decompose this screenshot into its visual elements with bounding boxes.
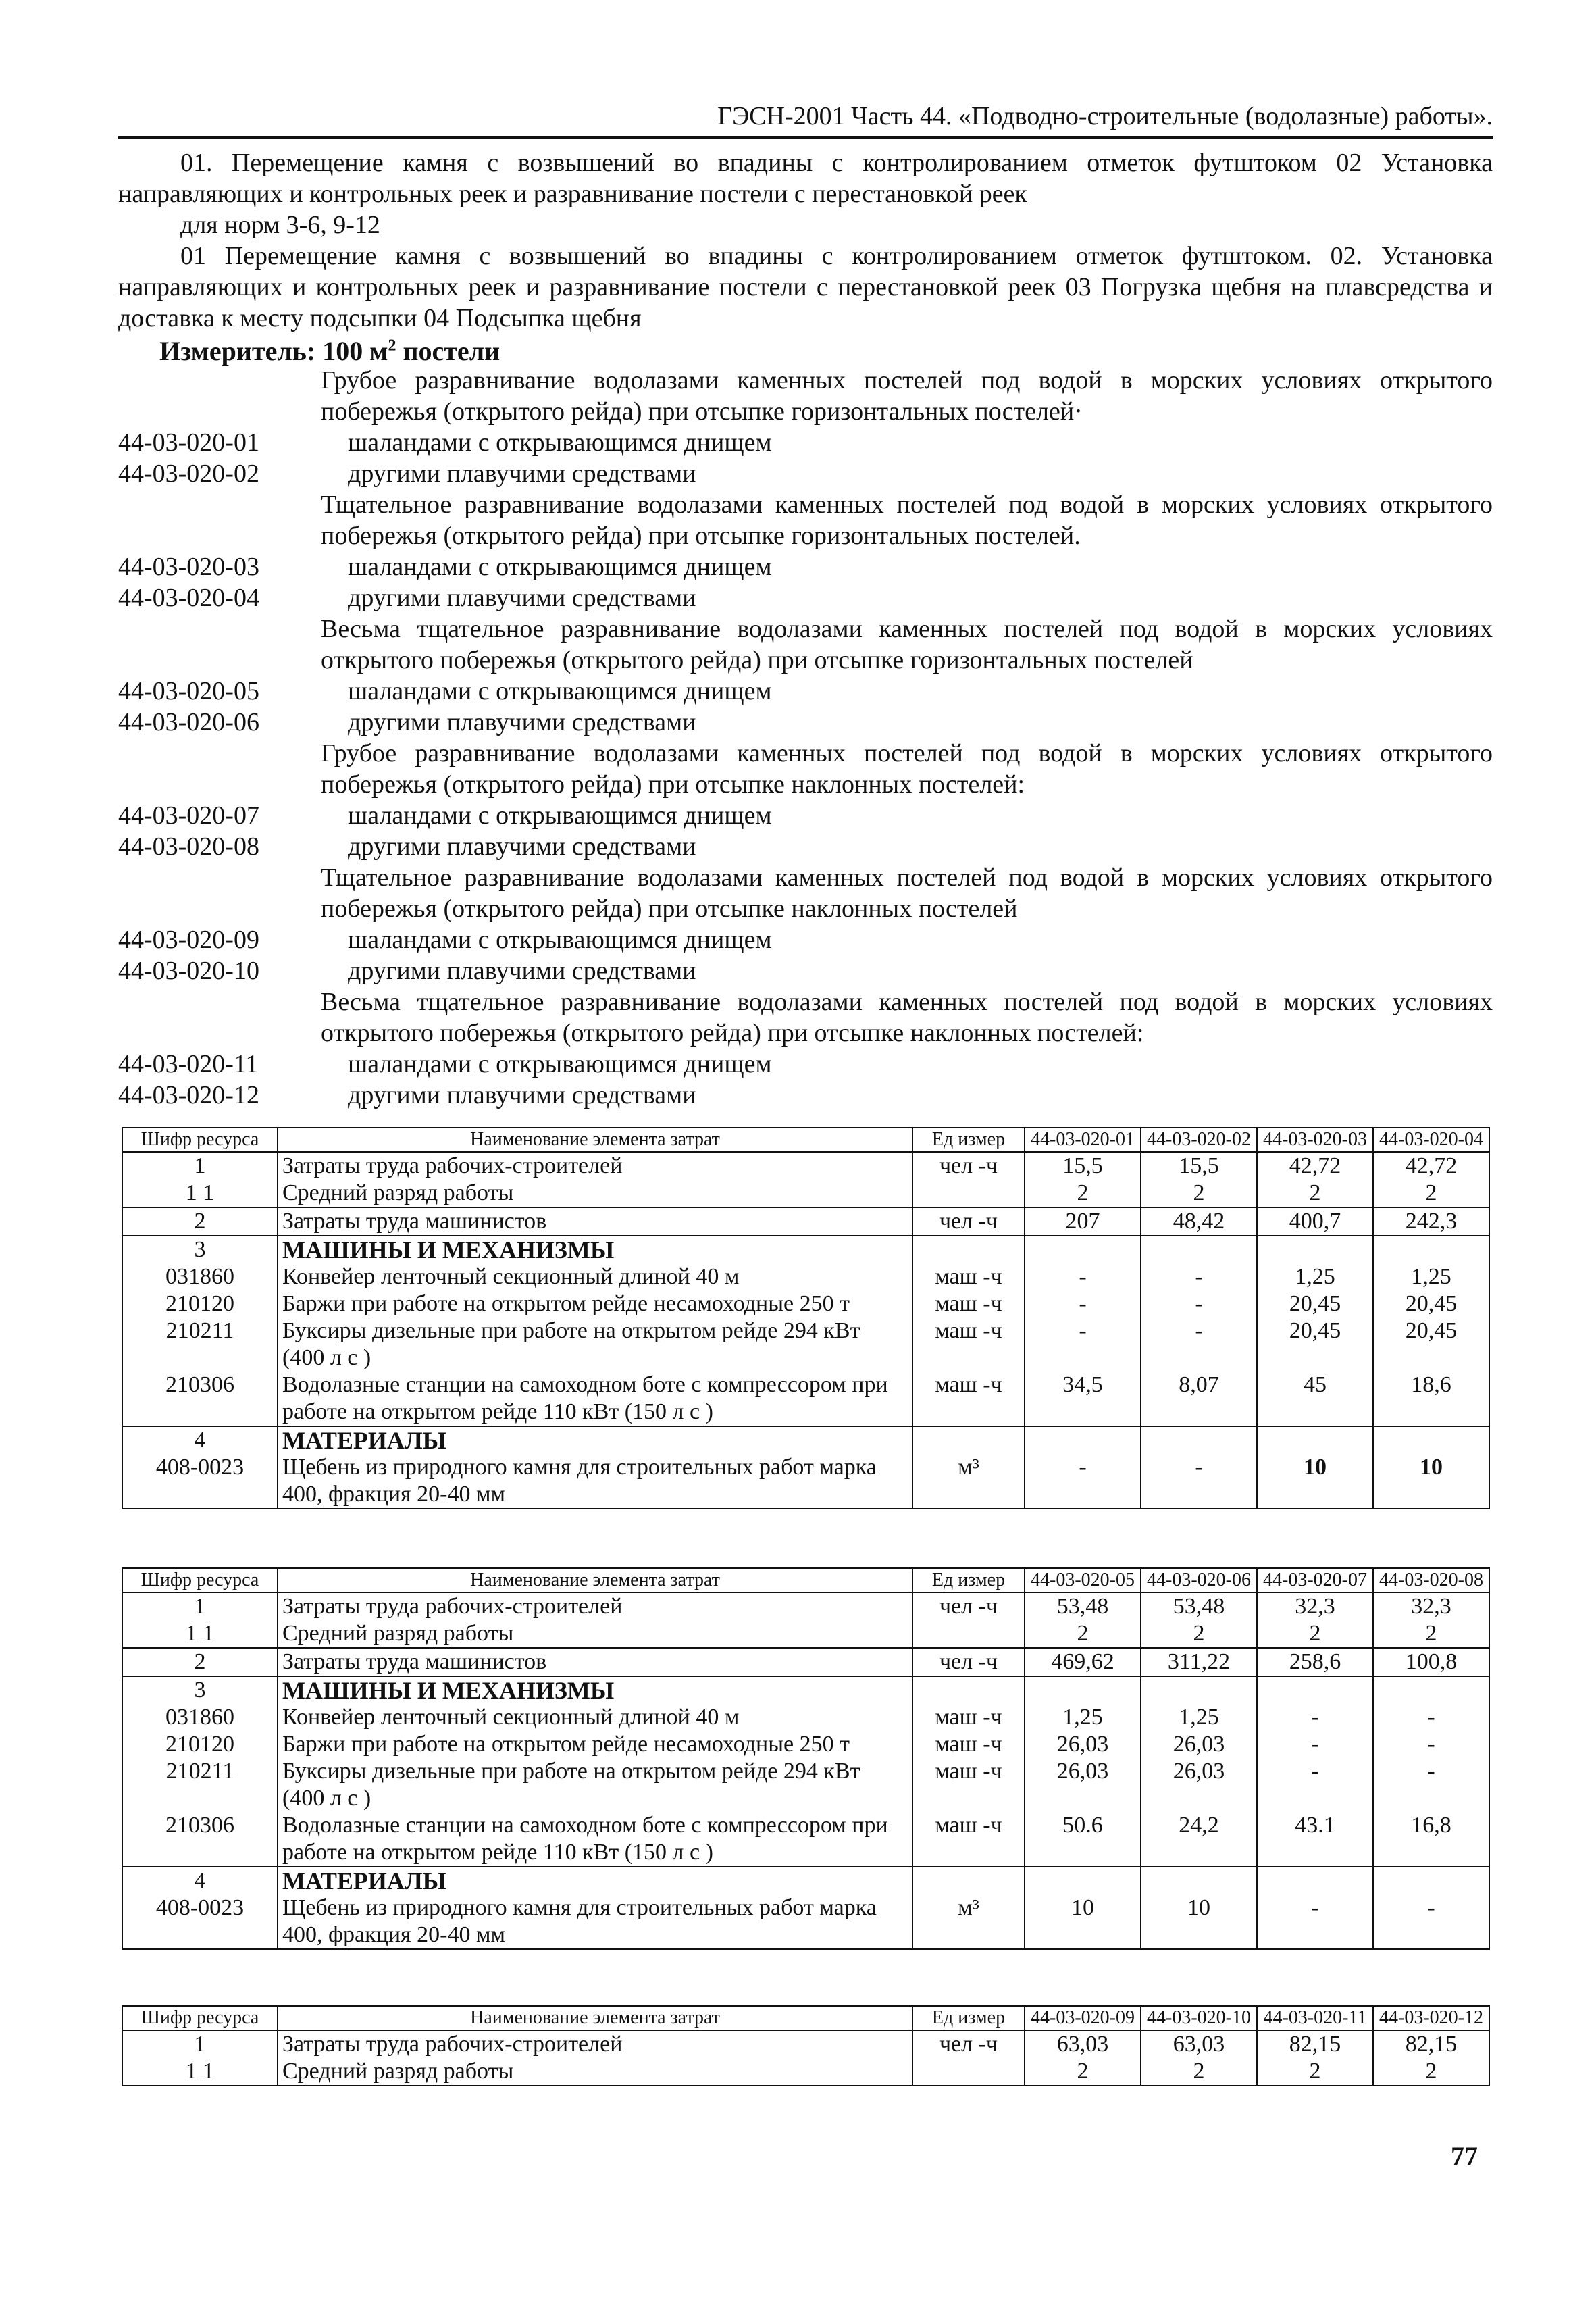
norm-group	[118, 365, 1493, 489]
resource-unit: маш -ч	[912, 1372, 1025, 1426]
header-norm-col: 44-03-020-08	[1373, 1568, 1489, 1592]
resource-value: 50.6	[1025, 1812, 1141, 1867]
resource-value: 2	[1257, 1620, 1373, 1648]
norm-item	[118, 831, 1493, 862]
table-row	[122, 1152, 1489, 1180]
resource-code: 1	[122, 2030, 278, 2058]
norm-code: 44-03-020-06	[118, 708, 259, 736]
norm-code: 44-03-020-10	[118, 957, 259, 985]
header-norm-col: 44-03-020-12	[1373, 2006, 1489, 2030]
resource-unit: м³	[912, 1454, 1025, 1509]
resource-value: 2	[1373, 1620, 1489, 1648]
norm-group	[118, 489, 1493, 613]
resource-code: 210211	[122, 1317, 278, 1372]
header-code: Шифр ресурса	[122, 1128, 278, 1152]
norm-item	[118, 458, 1493, 489]
norm-code: 44-03-020-07	[118, 801, 259, 830]
resource-value: 20,45	[1257, 1317, 1373, 1372]
resource-value: 1,25	[1373, 1263, 1489, 1290]
table-row	[122, 1758, 1489, 1812]
resource-value: 63,03	[1141, 2030, 1257, 2058]
resource-code: 210120	[122, 1731, 278, 1758]
norm-item	[118, 676, 1493, 707]
norm-text: другими плавучими средствами	[348, 584, 696, 612]
resource-code: 408-0023	[122, 1894, 278, 1949]
resource-name: Водолазные станции на самоходном боте с компрессором при работе на открытом рейде 110 кВт (150 л с )	[278, 1812, 912, 1867]
section-row	[122, 1236, 1489, 1263]
resource-value: 26,03	[1025, 1758, 1141, 1812]
resource-unit: чел -ч	[912, 2030, 1025, 2058]
resource-value: 1,25	[1141, 1704, 1257, 1731]
resource-value: 311,22	[1141, 1648, 1257, 1676]
norm-text: другими плавучими средствами	[348, 708, 696, 736]
section-row	[122, 1676, 1489, 1704]
header-name: Наименование элемента затрат	[278, 1568, 912, 1592]
resource-code: 1 1	[122, 2058, 278, 2086]
resource-value: -	[1257, 1731, 1373, 1758]
header-name: Наименование элемента затрат	[278, 2006, 912, 2030]
resource-value: 2	[1025, 1180, 1141, 1207]
table-row	[122, 1704, 1489, 1731]
running-header: ГЭСН-2001 Часть 44. «Подводно-строительные (водолазные) работы».	[717, 102, 1493, 130]
resource-name: Затраты труда рабочих-строителей	[278, 1592, 912, 1620]
resource-value: -	[1025, 1317, 1141, 1372]
norm-code: 44-03-020-02	[118, 459, 259, 488]
resource-value: 400,7	[1257, 1207, 1373, 1236]
resource-code: 210306	[122, 1812, 278, 1867]
norm-text: шаландами с открывающимся днищем	[348, 801, 772, 830]
resource-code: 031860	[122, 1263, 278, 1290]
norm-item	[118, 427, 1493, 458]
work-composition-2: 01 Перемещение камня с возвышений во впадины с контролированием отметок футштоком. 02. Установка направляющих и контрольных реек и разравнивание постели с перестановкой реек 03 Погрузка щебня на плавсредства и доставка к месту подсыпки 04 Подсыпка щебня	[118, 242, 1493, 332]
header-unit: Ед измер	[912, 1568, 1025, 1592]
table-header-row	[122, 1128, 1489, 1152]
resource-unit	[912, 1620, 1025, 1648]
resource-value: 26,03	[1141, 1758, 1257, 1812]
resource-value: 258,6	[1257, 1648, 1373, 1676]
resource-code: 210120	[122, 1290, 278, 1317]
norm-code: 44-03-020-03	[118, 553, 259, 581]
resource-value: 53,48	[1025, 1592, 1141, 1620]
header-code: Шифр ресурса	[122, 1568, 278, 1592]
table-row	[122, 1290, 1489, 1317]
resource-name: Баржи при работе на открытом рейде несамоходные 250 т	[278, 1290, 912, 1317]
header-unit: Ед измер	[912, 1128, 1025, 1152]
resource-name: Затраты труда машинистов	[278, 1207, 912, 1236]
resource-value: 45	[1257, 1372, 1373, 1426]
resource-value: 20,45	[1373, 1290, 1489, 1317]
resource-value: -	[1257, 1894, 1373, 1949]
resource-value: -	[1373, 1704, 1489, 1731]
section-title: МАТЕРИАЛЫ	[278, 1426, 912, 1454]
norm-code: 44-03-020-08	[118, 832, 259, 861]
resource-name: Затраты труда машинистов	[278, 1648, 912, 1676]
resource-value: 20,45	[1373, 1317, 1489, 1372]
resource-value: -	[1373, 1894, 1489, 1949]
resource-name: Средний разряд работы	[278, 1180, 912, 1207]
measure-value: 100 $м^2$ постели	[322, 336, 500, 366]
resource-value: 8,07	[1141, 1372, 1257, 1426]
table-row	[122, 1263, 1489, 1290]
composition-of-work	[118, 147, 1493, 334]
resource-value: 34,5	[1025, 1372, 1141, 1426]
resource-value: 1,25	[1025, 1704, 1141, 1731]
header-norm-col: 44-03-020-01	[1025, 1128, 1141, 1152]
resource-value: 82,15	[1257, 2030, 1373, 2058]
resource-value: 24,2	[1141, 1812, 1257, 1867]
resource-value: 2	[1373, 2058, 1489, 2086]
norm-code: 44-03-020-11	[118, 1050, 259, 1078]
norm-item	[118, 551, 1493, 582]
header-norm-col: 44-03-020-03	[1257, 1128, 1373, 1152]
resource-value: -	[1025, 1290, 1141, 1317]
header-norm-col: 44-03-020-02	[1141, 1128, 1257, 1152]
resource-code: 2	[122, 1648, 278, 1676]
table-row	[122, 2058, 1489, 2086]
section-row	[122, 1867, 1489, 1894]
resource-unit: маш -ч	[912, 1263, 1025, 1290]
resource-value: 15,5	[1025, 1152, 1141, 1180]
header-norm-col: 44-03-020-07	[1257, 1568, 1373, 1592]
resource-name: Щебень из природного камня для строительных работ марка 400, фракция 20-40 мм	[278, 1454, 912, 1509]
resource-value: 2	[1141, 1180, 1257, 1207]
norm-group	[118, 862, 1493, 986]
resource-value: 18,6	[1373, 1372, 1489, 1426]
table-row	[122, 1592, 1489, 1620]
resource-value: 20,45	[1257, 1290, 1373, 1317]
header-unit: Ед измер	[912, 2006, 1025, 2030]
resource-value: 10	[1373, 1454, 1489, 1509]
resource-code: 1	[122, 1592, 278, 1620]
norm-code: 44-03-020-05	[118, 677, 259, 705]
resource-value: 48,42	[1141, 1207, 1257, 1236]
norms-note: для норм 3-6, 9-12	[180, 211, 380, 239]
resource-code: 2	[122, 1207, 278, 1236]
table-row	[122, 1894, 1489, 1949]
resource-unit: чел -ч	[912, 1207, 1025, 1236]
resource-name: Конвейер ленточный секционный длиной 40 м	[278, 1263, 912, 1290]
table-header-row	[122, 1568, 1489, 1592]
resource-name: Затраты труда рабочих-строителей	[278, 2030, 912, 2058]
header-norm-col: 44-03-020-05	[1025, 1568, 1141, 1592]
norm-item	[118, 800, 1493, 831]
header-norm-col: 44-03-020-11	[1257, 2006, 1373, 2030]
resource-name: Водолазные станции на самоходном боте с компрессором при работе на открытом рейде 110 кВт (150 л с )	[278, 1372, 912, 1426]
resource-value: 10	[1025, 1894, 1141, 1949]
resource-code: 1	[122, 1152, 278, 1180]
norm-text: шаландами с открывающимся днищем	[348, 677, 772, 705]
resource-value: 2	[1025, 2058, 1141, 2086]
resource-code: 031860	[122, 1704, 278, 1731]
resource-name: Щебень из природного камня для строительных работ марка 400, фракция 20-40 мм	[278, 1894, 912, 1949]
resource-code: 1 1	[122, 1180, 278, 1207]
norm-text: шаландами с открывающимся днищем	[348, 926, 772, 954]
header-rule	[118, 136, 1493, 139]
resource-name: Средний разряд работы	[278, 1620, 912, 1648]
section-title: МАШИНЫ И МЕХАНИЗМЫ	[278, 1676, 912, 1704]
resource-value: -	[1373, 1731, 1489, 1758]
resource-name: Буксиры дизельные при работе на открытом рейде 294 кВт (400 л с )	[278, 1758, 912, 1812]
norm-text: другими плавучими средствами	[348, 459, 696, 488]
resource-value: 63,03	[1025, 2030, 1141, 2058]
resource-value: 16,8	[1373, 1812, 1489, 1867]
norm-group	[118, 738, 1493, 862]
norm-item	[118, 955, 1493, 986]
resource-value: 42,72	[1373, 1152, 1489, 1180]
resource-unit: маш -ч	[912, 1731, 1025, 1758]
resource-name: Буксиры дизельные при работе на открытом рейде 294 кВт (400 л с )	[278, 1317, 912, 1372]
page-number: 77	[1451, 2141, 1478, 2171]
resource-unit: чел -ч	[912, 1648, 1025, 1676]
resource-unit: чел -ч	[912, 1152, 1025, 1180]
table-row	[122, 1812, 1489, 1867]
resource-name: Баржи при работе на открытом рейде несамоходные 250 т	[278, 1731, 912, 1758]
resource-value: -	[1025, 1263, 1141, 1290]
resource-table-3	[122, 2005, 1490, 2086]
resource-unit	[912, 1180, 1025, 1207]
resource-value: 2	[1141, 2058, 1257, 2086]
resource-value: -	[1025, 1454, 1141, 1509]
resource-value: 2	[1141, 1620, 1257, 1648]
norm-text: шаландами с открывающимся днищем	[348, 1050, 772, 1078]
resource-value: -	[1141, 1263, 1257, 1290]
group-description: Тщательное разравнивание водолазами каменных постелей под водой в морских условиях открытого побережья (открытого рейда) при отсыпке горизонтальных постелей.	[321, 491, 1493, 550]
resource-unit: маш -ч	[912, 1317, 1025, 1372]
section-code: 3	[122, 1676, 278, 1704]
resource-value: 2	[1025, 1620, 1141, 1648]
resource-value: 53,48	[1141, 1592, 1257, 1620]
table-row	[122, 1180, 1489, 1207]
resource-unit: чел -ч	[912, 1592, 1025, 1620]
table-row	[122, 1620, 1489, 1648]
resource-value: -	[1141, 1317, 1257, 1372]
section-code: 3	[122, 1236, 278, 1263]
norm-text: другими плавучими средствами	[348, 957, 696, 985]
resource-value: 26,03	[1141, 1731, 1257, 1758]
resource-value: 43.1	[1257, 1812, 1373, 1867]
resource-unit	[912, 2058, 1025, 2086]
group-description: Грубое разравнивание водолазами каменных постелей под водой в морских условиях открытого побережья (открытого рейда) при отсыпке горизонтальных постелей·	[321, 366, 1493, 426]
section-row	[122, 1426, 1489, 1454]
group-description: Тщательное разравнивание водолазами каменных постелей под водой в морских условиях открытого побережья (открытого рейда) при отсыпке наклонных постелей	[321, 863, 1493, 923]
resource-unit: м³	[912, 1894, 1025, 1949]
table-row	[122, 1207, 1489, 1236]
measure-unit	[159, 335, 500, 367]
resource-value: 1,25	[1257, 1263, 1373, 1290]
resource-value: -	[1373, 1758, 1489, 1812]
resource-code: 1 1	[122, 1620, 278, 1648]
resource-value: -	[1141, 1290, 1257, 1317]
work-composition-1: 01. Перемещение камня с возвышений во впадины с контролированием отметок футштоком 02 Установка направляющих и контрольных реек и разравнивание постели с перестановкой реек	[118, 149, 1493, 208]
resource-unit: маш -ч	[912, 1290, 1025, 1317]
resource-code: 210211	[122, 1758, 278, 1812]
resource-value: 32,3	[1373, 1592, 1489, 1620]
resource-value: -	[1141, 1454, 1257, 1509]
resource-value: -	[1257, 1758, 1373, 1812]
resource-value: 26,03	[1025, 1731, 1141, 1758]
table-row	[122, 1731, 1489, 1758]
resource-value: 82,15	[1373, 2030, 1489, 2058]
norm-item	[118, 582, 1493, 613]
norm-code: 44-03-020-04	[118, 584, 259, 612]
header-norm-col: 44-03-020-04	[1373, 1128, 1489, 1152]
header-code: Шифр ресурса	[122, 2006, 278, 2030]
section-code: 4	[122, 1426, 278, 1454]
resource-value: 2	[1257, 1180, 1373, 1207]
norm-text: другими плавучими средствами	[348, 832, 696, 861]
resource-unit: маш -ч	[912, 1704, 1025, 1731]
resource-value: 32,3	[1257, 1592, 1373, 1620]
resource-value: -	[1257, 1704, 1373, 1731]
norm-group	[118, 613, 1493, 738]
table-row	[122, 1317, 1489, 1372]
group-description: Весьма тщательное разравнивание водолазами каменных постелей под водой в морских условиях открытого побережья (открытого рейда) при отсыпке наклонных постелей:	[321, 988, 1493, 1047]
header-name: Наименование элемента затрат	[278, 1128, 912, 1152]
norm-item	[118, 1049, 1493, 1080]
resource-code: 408-0023	[122, 1454, 278, 1509]
resource-value: 242,3	[1373, 1207, 1489, 1236]
norm-item	[118, 924, 1493, 955]
resource-value: 2	[1373, 1180, 1489, 1207]
resource-table-2	[122, 1567, 1490, 1950]
resource-value: 10	[1141, 1894, 1257, 1949]
header-norm-col: 44-03-020-10	[1141, 2006, 1257, 2030]
norm-text: шаландами с открывающимся днищем	[348, 553, 772, 581]
norm-text: шаландами с открывающимся днищем	[348, 428, 772, 457]
norm-code: 44-03-020-01	[118, 428, 259, 457]
group-description: Весьма тщательное разравнивание водолазами каменных постелей под водой в морских условиях открытого побережья (открытого рейда) при отсыпке горизонтальных постелей	[321, 615, 1493, 674]
norm-groups	[118, 365, 1493, 1111]
table-row	[122, 1648, 1489, 1676]
table-row	[122, 1372, 1489, 1426]
resource-value: 42,72	[1257, 1152, 1373, 1180]
norm-code: 44-03-020-12	[118, 1081, 259, 1109]
norm-text: другими плавучими средствами	[348, 1081, 696, 1109]
resource-value: 2	[1257, 2058, 1373, 2086]
resource-value: 207	[1025, 1207, 1141, 1236]
resource-name: Затраты труда рабочих-строителей	[278, 1152, 912, 1180]
header-norm-col: 44-03-020-06	[1141, 1568, 1257, 1592]
norm-code: 44-03-020-09	[118, 926, 259, 954]
resource-unit: маш -ч	[912, 1812, 1025, 1867]
resource-table-1	[122, 1127, 1490, 1509]
table-header-row	[122, 2006, 1489, 2030]
section-title: МАШИНЫ И МЕХАНИЗМЫ	[278, 1236, 912, 1263]
norm-item	[118, 1080, 1493, 1111]
resource-name: Средний разряд работы	[278, 2058, 912, 2086]
resource-code: 210306	[122, 1372, 278, 1426]
section-title: МАТЕРИАЛЫ	[278, 1867, 912, 1894]
resource-value: 15,5	[1141, 1152, 1257, 1180]
group-description: Грубое разравнивание водолазами каменных постелей под водой в морских условиях открытого побережья (открытого рейда) при отсыпке наклонных постелей:	[321, 739, 1493, 799]
table-row	[122, 2030, 1489, 2058]
table-row	[122, 1454, 1489, 1509]
norm-item	[118, 707, 1493, 738]
section-code: 4	[122, 1867, 278, 1894]
resource-value: 10	[1257, 1454, 1373, 1509]
norm-group	[118, 986, 1493, 1111]
resource-unit: маш -ч	[912, 1758, 1025, 1812]
header-norm-col: 44-03-020-09	[1025, 2006, 1141, 2030]
measure-label: Измеритель:	[159, 336, 316, 366]
resource-name: Конвейер ленточный секционный длиной 40 м	[278, 1704, 912, 1731]
resource-value: 100,8	[1373, 1648, 1489, 1676]
resource-value: 469,62	[1025, 1648, 1141, 1676]
